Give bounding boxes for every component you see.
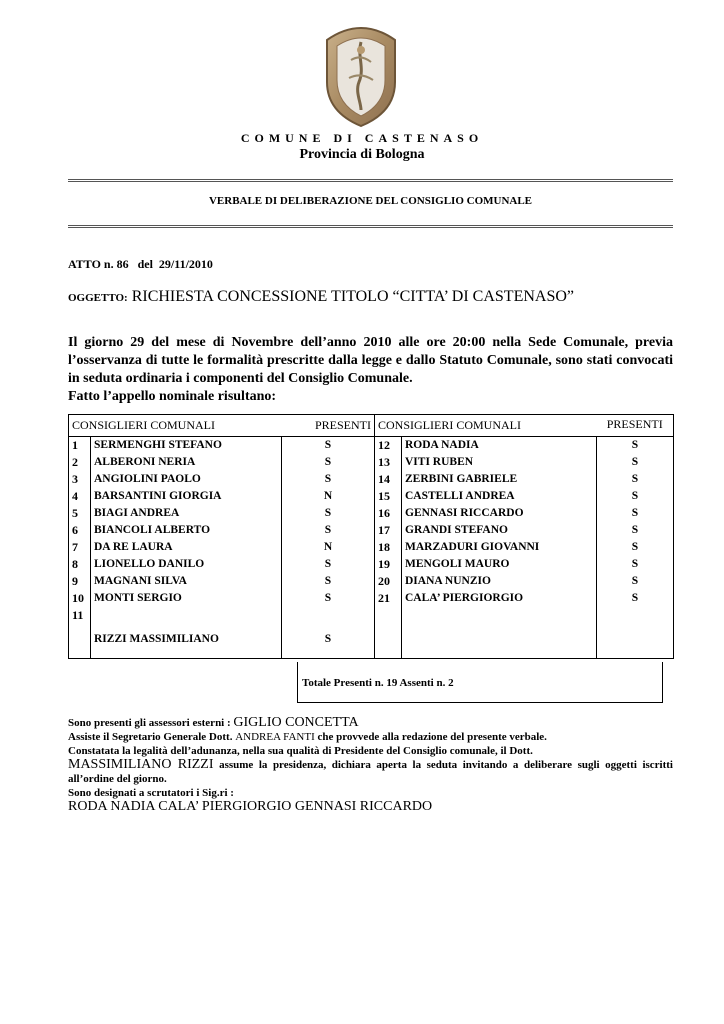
- left-names: [91, 437, 282, 659]
- assiste-line: [68, 730, 673, 744]
- assiste-rest: che provvede alla redazione del presente verbale.: [314, 731, 547, 743]
- oggetto: [68, 288, 574, 306]
- member-name: DA RE LAURA: [94, 541, 173, 553]
- consiglieri-table: [68, 414, 674, 659]
- divider-top: [68, 179, 673, 182]
- member-presence: S: [324, 473, 332, 485]
- assiste-label: Assiste il Segretario Generale Dott.: [68, 731, 236, 743]
- member-name: GRANDI STEFANO: [405, 524, 508, 536]
- member-name: ALBERONI NERIA: [94, 456, 196, 468]
- member-presence: S: [631, 558, 639, 570]
- member-name: VITI RUBEN: [405, 456, 474, 468]
- member-name: CASTELLI ANDREA: [405, 490, 515, 502]
- constatata-line: Constatata la legalità dell’adunanza, nella sua qualità di Presidente del Consiglio comunale, il Dott.: [68, 745, 533, 757]
- member-presence: S: [324, 592, 332, 604]
- member-number: 15: [378, 489, 390, 503]
- member-number: 18: [378, 540, 390, 554]
- member-presence: S: [324, 575, 332, 587]
- member-presence: S: [631, 439, 639, 451]
- member-name: DIANA NUNZIO: [405, 575, 491, 587]
- member-name: LIONELLO DANILO: [94, 558, 205, 570]
- assessori-label: Sono presenti gli assessori esterni :: [68, 717, 234, 729]
- member-presence: S: [631, 473, 639, 485]
- assessori-line: [68, 716, 673, 730]
- member-name: RODA NADIA: [405, 439, 479, 451]
- member-name: MENGOLI MAURO: [405, 558, 510, 570]
- scrutatori-names: RODA NADIA CALA’ PIERGIORGIO GENNASI RICCARDO: [68, 799, 433, 814]
- member-number: 16: [378, 506, 390, 520]
- scrutatori-label: Sono designati a scrutatori i Sig.ri :: [68, 787, 234, 799]
- member-number: 1: [72, 438, 78, 452]
- member-number: 3: [72, 472, 78, 486]
- member-number: 4: [72, 489, 78, 503]
- comune-title: COMUNE DI CASTENASO: [240, 131, 484, 145]
- member-number: 9: [72, 574, 78, 588]
- member-presence: S: [631, 507, 639, 519]
- assessori-names: GIGLIO CONCETTA: [233, 715, 359, 730]
- left-numbers: [69, 437, 91, 659]
- member-presence: S: [631, 490, 639, 502]
- member-presence: S: [631, 456, 639, 468]
- atto-number: ATTO n. 86 del 29/11/2010: [68, 257, 213, 271]
- member-number: 6: [72, 523, 78, 537]
- segretario-name: ANDREA FANTI: [235, 731, 315, 743]
- totale-text: Totale Presenti n. 19 Assenti n. 2: [302, 677, 454, 689]
- member-presence: S: [631, 524, 639, 536]
- oggetto-label: OGGETTO:: [68, 292, 128, 304]
- right-presenti-header: PRESENTI: [597, 415, 674, 437]
- right-numbers: [375, 437, 402, 659]
- member-number: 17: [378, 523, 390, 537]
- left-header: CONSIGLIERI COMUNALI: [69, 415, 282, 437]
- member-number: 2: [72, 455, 78, 469]
- member-name: MARZADURI GIOVANNI: [405, 541, 540, 553]
- member-presence: S: [631, 575, 639, 587]
- member-presence: N: [323, 490, 333, 502]
- table-body-row: [69, 437, 674, 659]
- member-number: 10: [72, 591, 84, 605]
- closing-section: [68, 716, 673, 814]
- member-name: GENNASI RICCARDO: [405, 507, 524, 519]
- member-presence: S: [324, 507, 332, 519]
- member-name: ANGIOLINI PAOLO: [94, 473, 201, 485]
- divider-bottom: [68, 225, 673, 228]
- member-name: SERMENGHI STEFANO: [94, 439, 222, 451]
- member-number: 13: [378, 455, 390, 469]
- member-presence: S: [631, 592, 639, 604]
- member-number: 14: [378, 472, 390, 486]
- member-number: 19: [378, 557, 390, 571]
- right-header: CONSIGLIERI COMUNALI: [375, 415, 597, 437]
- totale-box: [297, 662, 663, 703]
- oggetto-text: RICHIESTA CONCESSIONE TITOLO “CITTA’ DI CASTENASO”: [131, 288, 575, 305]
- member-number: 7: [72, 540, 78, 554]
- member-number: 20: [378, 574, 390, 588]
- member-name: MONTI SERGIO: [94, 592, 182, 604]
- member-number: 8: [72, 557, 78, 571]
- member-number: 11: [72, 608, 84, 622]
- left-presenti-header: PRESENTI: [282, 415, 375, 437]
- right-names: [402, 437, 597, 659]
- intro-text: Il giorno 29 del mese di Novembre dell’anno 2010 alle ore 20:00 nella Sede Comunale, previa l’osservanza di tutte le formalità prescritte dalla legge e dallo Statuto Comunale, sono stati convocati in seduta ordinaria i componenti del Consiglio Comunale.: [68, 335, 673, 386]
- presidenza-text: assume la presidenza, dichiara aperta la seduta invitando a deliberare sugli oggetti iscritti all’ordine del giorno.: [68, 759, 673, 785]
- member-name: MAGNANI SILVA: [94, 575, 187, 587]
- member-name: BARSANTINI GIORGIA: [94, 490, 222, 502]
- member-presence: S: [324, 558, 332, 570]
- intro-paragraph: [68, 334, 673, 406]
- left-presence: [282, 437, 375, 659]
- member-presence: N: [323, 541, 333, 553]
- municipal-crest: [321, 20, 401, 128]
- member-presence: S: [324, 524, 332, 536]
- table-header-row: [69, 415, 674, 437]
- member-presence: S: [631, 541, 639, 553]
- member-presence: S: [324, 633, 332, 645]
- member-presence: S: [324, 439, 332, 451]
- presidente-name: MASSIMILIANO RIZZI: [68, 757, 214, 772]
- provincia-title: Provincia di Bologna: [299, 147, 425, 162]
- member-number: 12: [378, 438, 390, 452]
- right-presence: [597, 437, 674, 659]
- appello-text: Fatto l’appello nominale risultano:: [68, 389, 277, 404]
- member-name: BIAGI ANDREA: [94, 507, 180, 519]
- member-number: 21: [378, 591, 390, 605]
- member-name: RIZZI MASSIMILIANO: [94, 633, 219, 645]
- member-presence: S: [324, 456, 332, 468]
- member-name: BIANCOLI ALBERTO: [94, 524, 211, 536]
- member-number: 5: [72, 506, 78, 520]
- member-name: ZERBINI GABRIELE: [405, 473, 518, 485]
- member-name: CALA’ PIERGIORGIO: [405, 592, 524, 604]
- verbale-title: VERBALE DI DELIBERAZIONE DEL CONSIGLIO COMUNALE: [208, 195, 533, 207]
- presidenza-line: [68, 758, 673, 786]
